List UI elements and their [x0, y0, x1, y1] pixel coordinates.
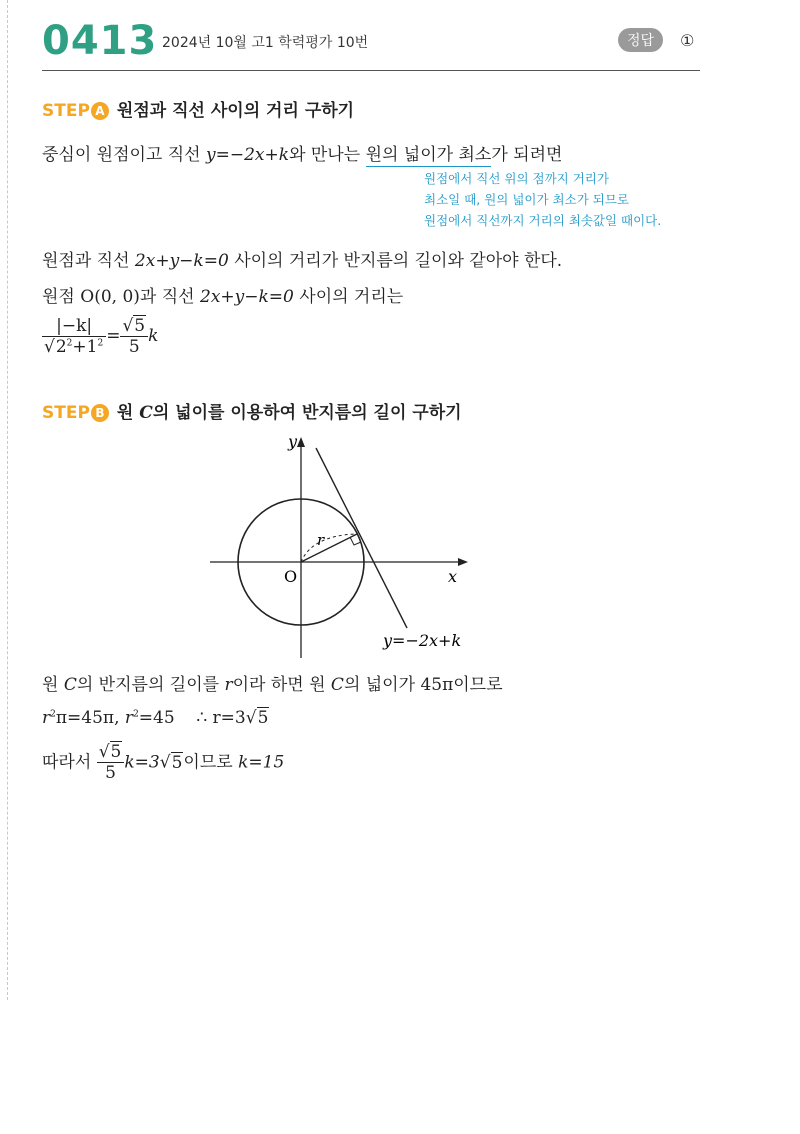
- side-note-line-2: 최소일 때, 원의 넓이가 최소가 되므로: [424, 192, 629, 207]
- text: 와 만나는: [289, 145, 361, 165]
- text: 원점과 직선: [42, 251, 130, 271]
- text: 과 직선: [139, 287, 195, 307]
- step-title: 원점과 직선 사이의 거리 구하기: [116, 101, 355, 121]
- step-b-line-3: [42, 742, 284, 783]
- step-a-heading: [42, 96, 354, 121]
- variable: C: [63, 675, 77, 695]
- step-badge: B: [91, 404, 109, 422]
- equation: 2x+y−k=0: [134, 251, 229, 271]
- step-a-line-3: [42, 282, 403, 307]
- denominator: $√2^2+1^2$: [44, 337, 104, 357]
- radicand: 5: [257, 708, 269, 728]
- equation: π=45π,: [55, 708, 120, 728]
- exponent: 2: [50, 709, 56, 720]
- variable: C: [139, 403, 153, 423]
- step-title: [117, 403, 462, 423]
- x-axis-label: x: [448, 567, 458, 586]
- margin-dashed-line: [7, 0, 8, 1000]
- side-note-line-1: 원점에서 직선 위의 점까지 거리가: [424, 171, 609, 186]
- text: 원점: [42, 287, 75, 307]
- variable: r: [42, 708, 51, 728]
- equals: =: [106, 326, 121, 346]
- problem-source: 2024년 10월 고1 학력평가 10번: [162, 35, 369, 51]
- text: 사이의 거리는: [299, 287, 404, 307]
- text: 사이의 거리가 반지름의 길이와 같아야 한다.: [234, 251, 563, 271]
- equation: 2x+y−k=0: [200, 287, 294, 307]
- fraction-rhs: [120, 316, 148, 357]
- origin-label: O: [284, 567, 298, 586]
- variable: r: [124, 708, 134, 728]
- side-note-line-3: 원점에서 직선까지 거리의 최솟값일 때이다.: [424, 213, 662, 228]
- variable: r: [224, 675, 233, 695]
- text: 의 넓이가: [343, 675, 416, 695]
- step-a-line-1: [42, 140, 562, 165]
- fraction: [42, 316, 106, 357]
- variable: k: [148, 326, 159, 346]
- radicand: 5: [110, 742, 122, 762]
- text: 의 반지름의 길이를: [76, 675, 220, 695]
- radicand: 5: [134, 316, 146, 336]
- distance-formula: [42, 316, 158, 357]
- text: 의 넓이를 이용하여 반지름의 길이 구하기: [152, 403, 462, 423]
- text: 가 되려면: [491, 145, 563, 165]
- denominator: 5: [128, 337, 140, 357]
- radius-label: r: [317, 531, 325, 549]
- underlined-text: 원의 넓이가 최소: [365, 145, 492, 165]
- equation: k=3: [124, 752, 160, 773]
- answer-value: ①: [680, 31, 695, 50]
- denominator: 5: [105, 763, 116, 783]
- radicand: 5: [171, 752, 183, 773]
- numerator: √5: [120, 316, 148, 337]
- text: 중심이 원점이고 직선: [42, 145, 201, 165]
- step-b-heading: [42, 398, 462, 423]
- tangent-line-label: y=−2x+k: [383, 631, 462, 650]
- exponent: 2: [133, 709, 139, 720]
- equation: y=−2x+k: [206, 145, 290, 165]
- text: 이라 하면 원: [232, 675, 326, 695]
- text: 이므로: [453, 675, 503, 695]
- area-value: 45π: [420, 675, 454, 695]
- base: 2: [55, 337, 67, 357]
- therefore-symbol: ∴: [196, 708, 208, 728]
- exponent: 2: [97, 338, 104, 349]
- variable: C: [330, 675, 344, 695]
- step-badge: A: [91, 102, 109, 120]
- x-axis-arrow: [458, 558, 468, 566]
- problem-number: 0413: [42, 18, 158, 64]
- text: 따라서: [42, 752, 92, 773]
- numerator: |−k|: [42, 316, 106, 337]
- y-axis-arrow: [297, 437, 305, 447]
- point: O(0, 0): [80, 287, 140, 307]
- fraction: [97, 742, 125, 783]
- answer-badge: 정답: [618, 28, 663, 52]
- circle-tangent-diagram: [200, 430, 520, 660]
- step-label: STEP: [42, 101, 90, 121]
- step-b-line-2: $r^2\pi=45\pi$, $r^2=45$ ∴ r=3√5: [42, 708, 269, 728]
- equation: =45: [138, 708, 175, 728]
- step-label: STEP: [42, 403, 90, 423]
- text: 원: [42, 675, 59, 695]
- exponent: 2: [66, 338, 73, 349]
- y-axis-label: y: [288, 432, 298, 451]
- numerator: √5: [97, 742, 125, 763]
- result: k=15: [238, 752, 285, 773]
- step-a-line-2: [42, 246, 562, 271]
- root: √: [159, 752, 171, 773]
- step-b-line-1: [42, 670, 503, 695]
- header-divider: [42, 70, 700, 71]
- plus-term: +1: [72, 337, 98, 357]
- text: 원: [116, 403, 134, 423]
- equation: r=3: [212, 708, 246, 728]
- text: 이므로: [183, 752, 233, 773]
